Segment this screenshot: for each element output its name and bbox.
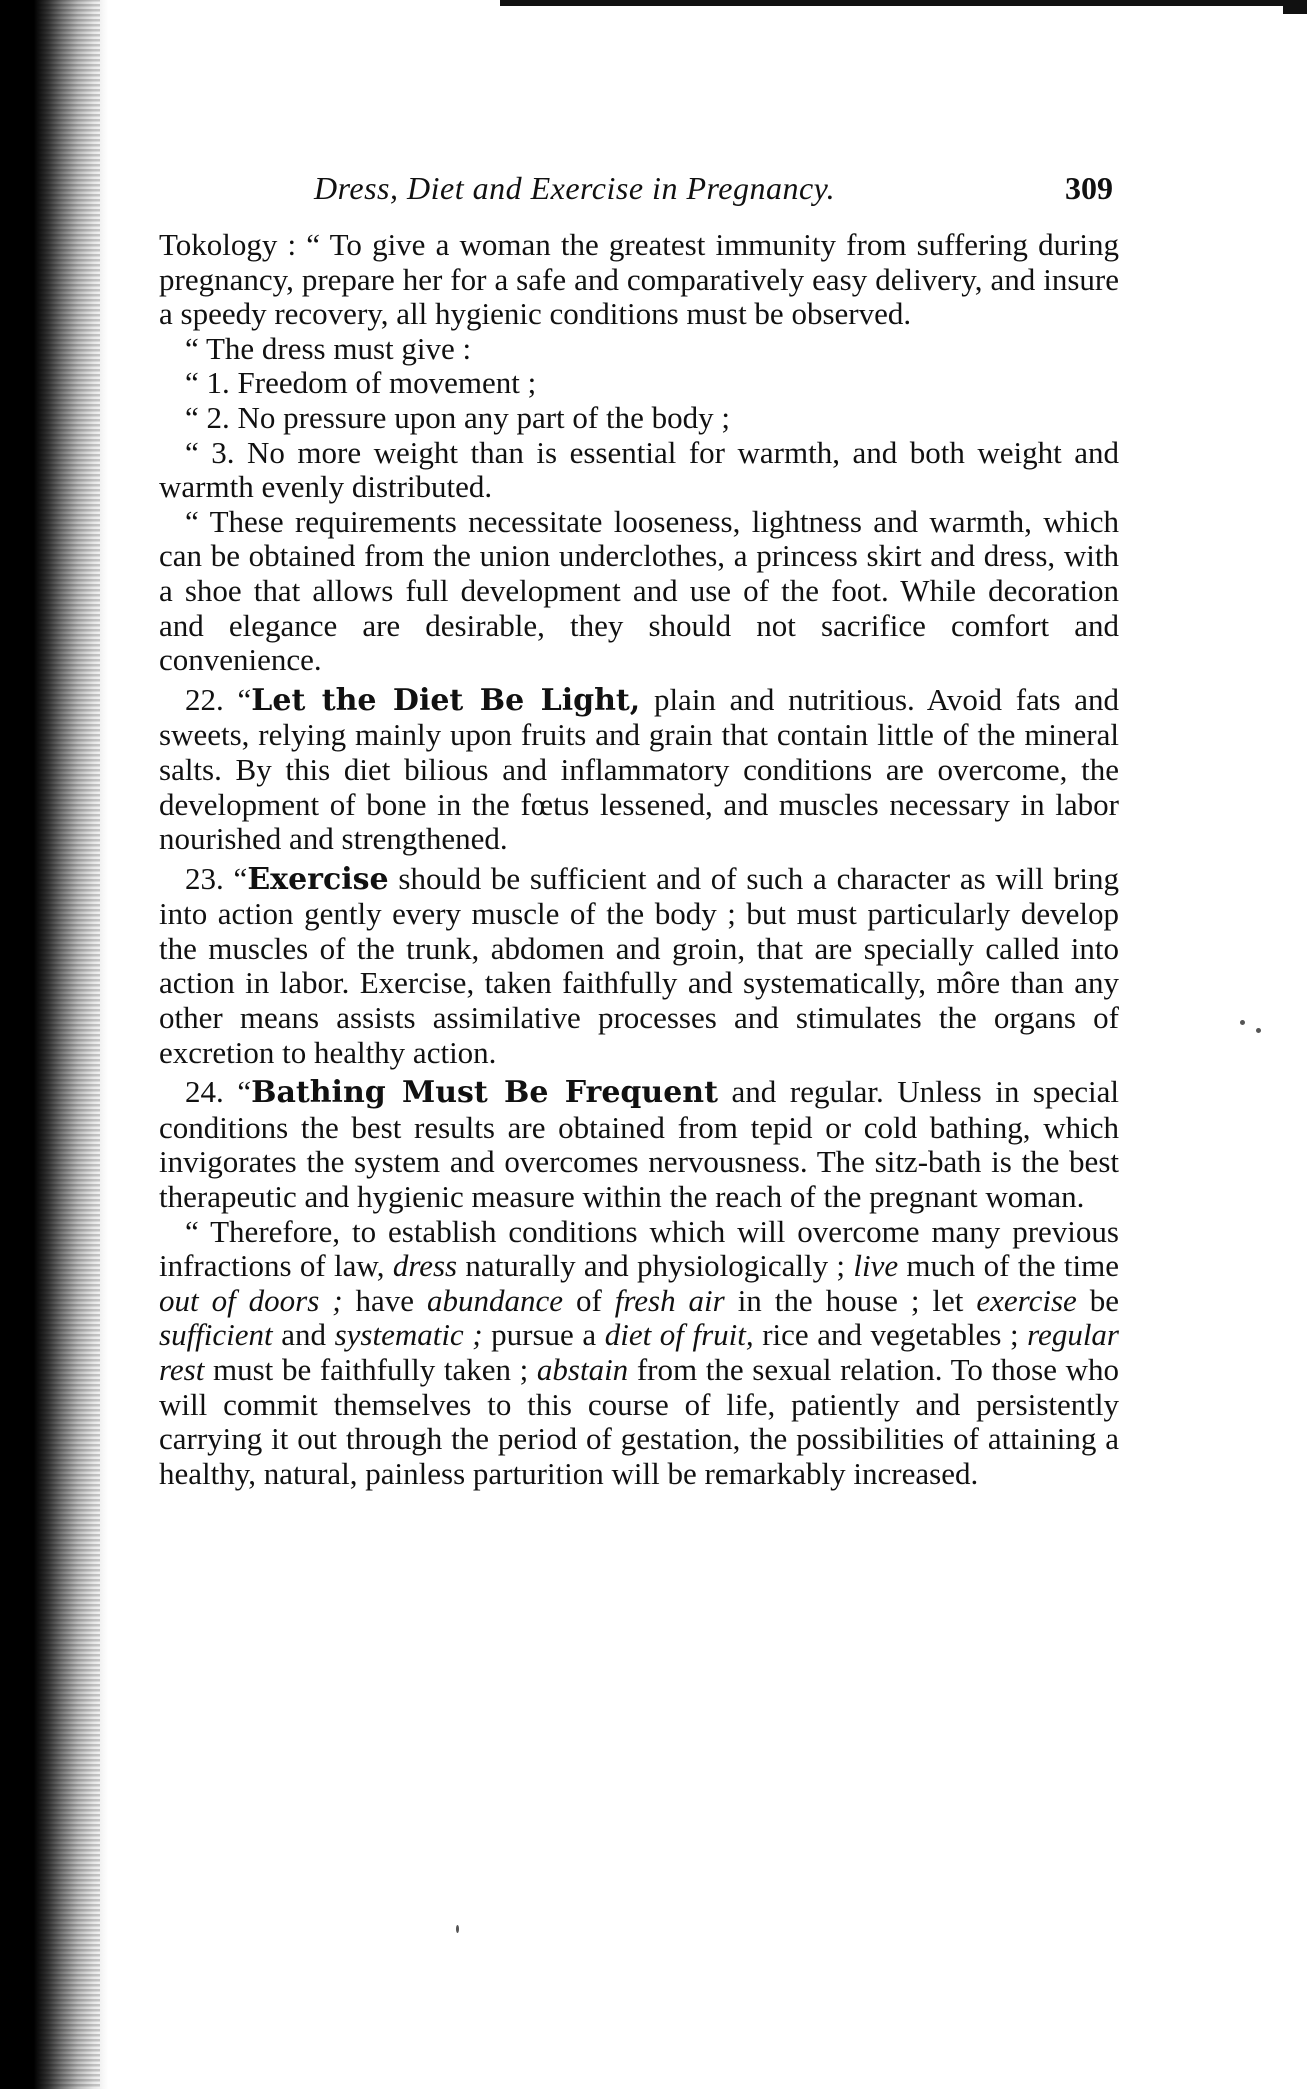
text-run: must be faithfully taken ; xyxy=(204,1352,537,1387)
paragraph-text: plain and nutritious. Avoid fats and sweets, relying mainly upon fruits and grain that contain little of the mineral salts. By this diet bilious and inflammatory conditions are overcome, the development of bone in the fœtus lessened, and muscles necessary in labor nourished and strengthened. xyxy=(159,681,1120,857)
top-edge-rule xyxy=(500,0,1307,6)
emphasis-live: live xyxy=(853,1248,899,1284)
emphasis-out-of-doors: out of doors ; xyxy=(159,1282,343,1318)
top-corner-mark xyxy=(1283,0,1307,14)
body-text xyxy=(159,228,1119,1491)
paragraph-diet xyxy=(159,683,1119,857)
text-run: rice and vegetables ; xyxy=(753,1317,1028,1353)
section-heading-exercise: Exercise xyxy=(247,861,389,897)
list-item-freedom: “ 1. Freedom of movement ; xyxy=(185,365,537,401)
section-number: 22. “ xyxy=(185,681,252,717)
emphasis-abstain: abstain xyxy=(536,1352,629,1387)
emphasis-diet-of-fruit: diet of fruit, xyxy=(604,1317,754,1353)
text-run: in the house ; let xyxy=(724,1282,977,1318)
emphasis-fresh-air: fresh air xyxy=(614,1282,725,1318)
text-run: be xyxy=(1076,1282,1119,1318)
running-title: Dress, Diet and Exercise in Pregnancy. xyxy=(314,170,836,206)
paragraph-dress-must-give: “ The dress must give : xyxy=(185,330,472,366)
text-run: much of the time xyxy=(898,1248,1119,1284)
emphasis-regular-rest: regular rest xyxy=(159,1317,1119,1387)
text-run: from the sexual relation. To those who will commit themselves to this course of life, patiently and persistently carrying it out through the period of gestation, the possibilities of attaining a healthy, natural, painless parturition will be remarkably increased. xyxy=(159,1352,1119,1491)
section-number: 24. “ xyxy=(185,1074,252,1110)
book-spine-texture xyxy=(38,0,100,2089)
text-run: and xyxy=(272,1317,335,1353)
paragraph-text: : “ To give a woman the greatest immunity from suffering during pregnancy, prepare her for a safe and comparatively easy delivery, and insure a speedy recovery, all hygienic conditions must be observed. xyxy=(159,227,1120,332)
section-number: 23. “ xyxy=(185,860,248,896)
text-run: naturally and physiologically ; xyxy=(457,1248,854,1284)
lead-word: Tokology xyxy=(159,227,278,262)
emphasis-sufficient: sufficient xyxy=(159,1317,273,1353)
text-run: “ Therefore, to establish conditions which will overcome many previous infractions of law, xyxy=(159,1213,1119,1284)
paragraph-therefore xyxy=(159,1215,1119,1492)
section-heading-diet: Let the Diet Be Light, xyxy=(251,682,641,718)
stray-print-mark xyxy=(1256,1028,1261,1033)
emphasis-abundance: abundance xyxy=(426,1282,564,1318)
stray-print-mark xyxy=(1240,1020,1245,1025)
paragraph-tokology xyxy=(159,228,1119,332)
section-heading-bathing: Bathing Must Be Frequent xyxy=(251,1075,718,1111)
running-head xyxy=(159,170,1119,218)
emphasis-systematic: systematic ; xyxy=(334,1317,483,1353)
text-run: have xyxy=(342,1282,427,1318)
text-run: pursue a xyxy=(482,1317,605,1353)
paragraph-text: should be sufficient and of such a character as will bring into action gently every muscle of the body ; but must particularly develop the muscles of the trunk, abdomen and groin, that are specially called into action in labor. Exercise, taken faithfully and systematically, môre than any other means assists assimilative processes and stimulates the organs of excretion to healthy action. xyxy=(159,860,1119,1070)
stray-print-mark xyxy=(456,1925,459,1933)
book-page xyxy=(159,170,1119,1491)
page-number: 309 xyxy=(1065,170,1113,206)
paragraph-exercise xyxy=(159,862,1119,1071)
list-item-weight: “ 3. No more weight than is essential for warmth, and both weight and warmth evenly distributed. xyxy=(159,434,1119,505)
text-run: of xyxy=(563,1282,615,1318)
paragraph-bathing xyxy=(159,1075,1119,1214)
emphasis-exercise: exercise xyxy=(976,1282,1077,1318)
list-item-pressure: “ 2. No pressure upon any part of the body ; xyxy=(185,399,730,435)
emphasis-dress: dress xyxy=(392,1248,458,1284)
paragraph-requirements: “ These requirements necessitate looseness, lightness and warmth, which can be obtained from the union underclothes, a princess skirt and dress, with a shoe that allows full development and use of the foot. While decoration and elegance are desirable, they should not sacrifice comfort and convenience. xyxy=(159,503,1119,678)
paragraph-text: and regular. Unless in special conditions the best results are obtained from tepid or cold bathing, which invigorates the system and overcomes nervousness. The sitz-bath is the best therapeutic and hygienic measure within the reach of the pregnant woman. xyxy=(159,1074,1119,1215)
